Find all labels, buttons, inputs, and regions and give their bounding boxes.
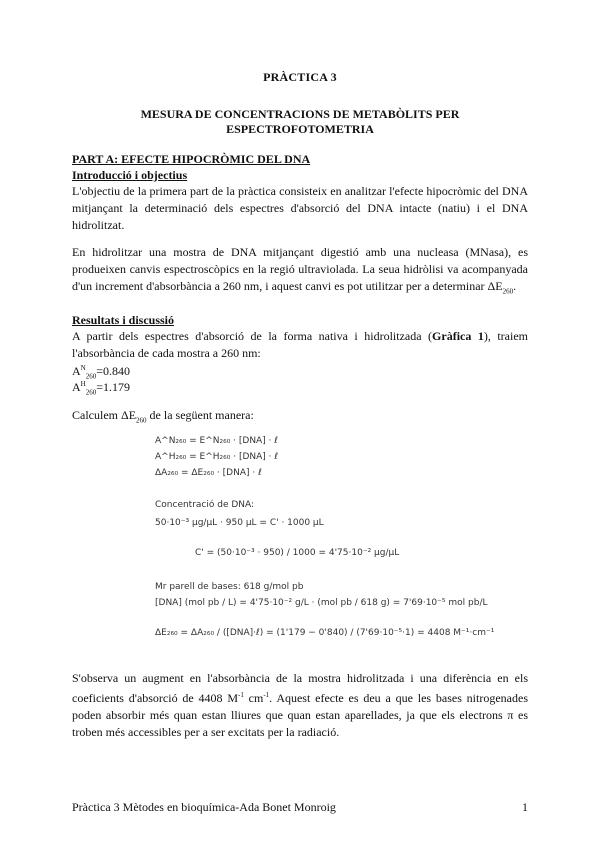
- hw-mr-eq: [DNA] (mol pb / L) = 4'75·10⁻² g/L · (mol pb / 618 g) = 7'69·10⁻⁵ mol pb/L: [155, 598, 488, 608]
- abs-hydro-sup: H: [80, 380, 86, 388]
- intro-heading: Introducció i objectius: [72, 168, 188, 182]
- abs-hydro-base: A: [72, 380, 81, 394]
- abs-native-sup: N: [80, 364, 86, 372]
- conclusion-sup1: -1: [238, 691, 244, 699]
- graph-reference: Gràfica 1: [432, 329, 484, 343]
- intro-p2-end: .: [513, 279, 517, 293]
- calc-intro: [72, 407, 528, 429]
- abs-hydro-value: =1.179: [96, 380, 131, 394]
- hw-conc-label: Concentració de DNA:: [155, 500, 255, 510]
- intro-p2-text: En hidrolitzar una mostra de DNA mitjançant digestió amb una nucleasa (MNasa), es produeixen canvis espectroscòpics en la regió ultraviolada. La seua hidròlisi va acompanyada d'un increment d'absorbància a 260 nm, i aquest canvi es pot utilitzar per a determinar ΔE: [72, 245, 528, 293]
- hw-conc-result: C' = (50·10⁻³ · 950) / 1000 = 4'75·10⁻² µg/µL: [195, 548, 400, 558]
- main-title-line1: MESURA DE CONCENTRACIONS DE METABÒLITS PER: [140, 107, 460, 121]
- hw-eq-hydro: A^H₂₆₀ = E^H₂₆₀ · [DNA] · ℓ: [155, 452, 279, 462]
- abs-native-sub: 260: [85, 372, 97, 381]
- hw-conc-eq: 50·10⁻³ µg/µL · 950 µL = C' · 1000 µL: [155, 518, 324, 528]
- conclusion-b: cm: [243, 691, 264, 705]
- hw-eq-delta: ΔA₂₆₀ = ΔE₂₆₀ · [DNA] · ℓ: [155, 468, 262, 478]
- conclusion-sup2: -1: [263, 691, 270, 699]
- main-title: [100, 107, 500, 137]
- conclusion-a: S'observa un augment en l'absorbància de la mostra hidrolitzada i una diferència en els coeficients d'absorció de 4408 M: [72, 671, 528, 705]
- footer-text: Pràctica 3 Mètodes en bioquímica-Ada Bonet Monroig: [72, 800, 336, 814]
- conclusion-c: . Aquest efecte es deu a que les bases nitrogenades poden absorbir més quan estan lliures que quan estan aparellades, ja que els electrons π es troben més accessibles per a ser excitats per la radiació.: [72, 691, 528, 739]
- hw-delta-e-eq: ΔE₂₆₀ = ΔA₂₆₀ / ([DNA]·ℓ) = (1'179 − 0'840) / (7'69·10⁻⁵·1) = 4408 M⁻¹·cm⁻¹: [155, 628, 495, 638]
- main-title-line2: ESPECTROFOTOMETRIA: [226, 122, 374, 136]
- part-a-heading: PART A: EFECTE HIPOCRÒMIC DEL DNA: [72, 152, 311, 166]
- conclusion-paragraph: [72, 670, 528, 741]
- page-title: PRÀCTICA 3: [263, 70, 337, 84]
- results-p1-a: A partir dels espectres d'absorció de la forma nativa i hidrolitzada (: [72, 329, 433, 343]
- results-p1-b: ), traiem l'absorbància de cada mostra a 260 nm:: [72, 329, 528, 360]
- hw-mr-label: Mr parell de bases: 618 g/mol pb: [155, 582, 304, 592]
- calc-intro-a: Calculem ΔE: [72, 408, 137, 422]
- hw-eq-native: A^N₂₆₀ = E^N₂₆₀ · [DNA] · ℓ: [155, 436, 279, 446]
- abs-hydro-sub: 260: [85, 388, 97, 397]
- footer-page-number: 1: [522, 800, 528, 814]
- abs-native-base: A: [72, 364, 81, 378]
- results-heading: Resultats i discussió: [72, 313, 175, 327]
- intro-p2-sub: 260: [502, 287, 514, 296]
- calc-intro-b: de la següent manera:: [146, 408, 254, 422]
- abs-native-value: =0.840: [96, 364, 131, 378]
- absorbance-hydrolyzed: [72, 376, 528, 401]
- results-paragraph-1: [72, 328, 528, 362]
- intro-paragraph-1: L'objectiu de la primera part de la pràctica consisteix en analitzar l'efecte hipocròmic del DNA mitjançant la determinació dels espectres d'absorció del DNA intacte (natiu) i el DNA hidrolitzat.: [72, 184, 528, 232]
- intro-paragraph-2: [72, 244, 528, 300]
- calc-intro-sub: 260: [136, 416, 147, 425]
